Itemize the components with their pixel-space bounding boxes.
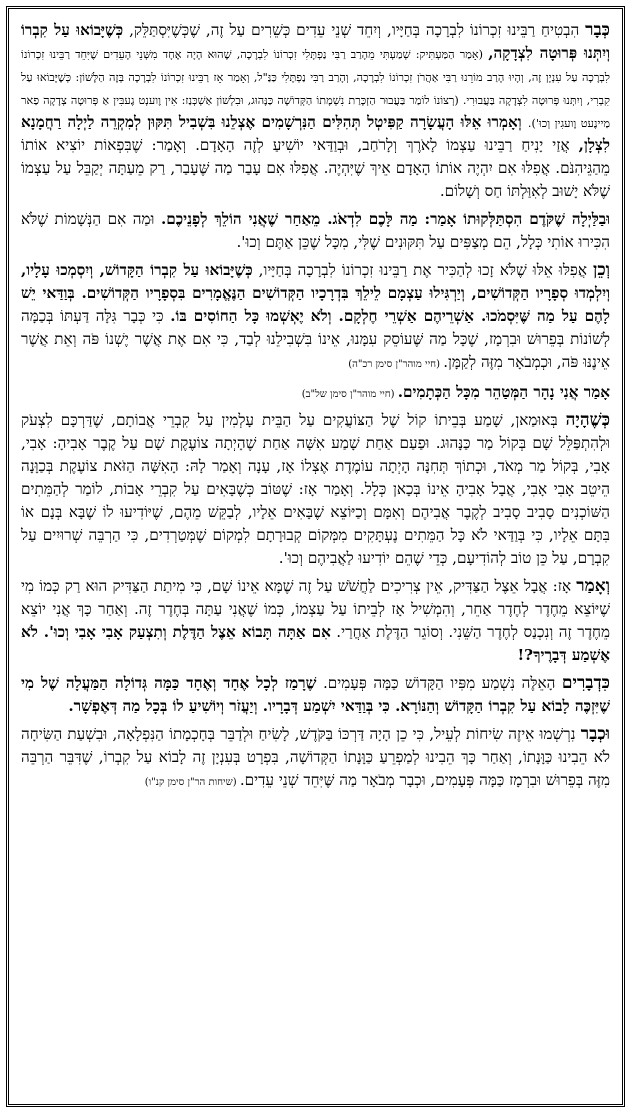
paragraph-text: הָאֵלֶּה נִשְׁמַע מִפִּיו הַקָּדוֹשׁ כַּמָּה פְּעָמִים. — [316, 674, 562, 692]
paragraph-opener: וְכֵן — [593, 260, 611, 280]
paragraph-those-who-did-not-know — [21, 259, 610, 376]
paragraph-last-night — [21, 208, 610, 254]
paragraph-opener: כְּשֶׁהָיָה — [565, 410, 610, 430]
document-page — [6, 6, 625, 1107]
paragraph-conversations — [21, 723, 610, 794]
source-reference: (חיי מוהר"ן סימן רכ"ה) — [348, 359, 444, 370]
source-reference: (חיי מוהר"ן סימן של"ב) — [301, 389, 398, 400]
paragraph-text: נִרְשְׁמוּ אֵיזֶה שִׂיחוֹת לְעֵיל, כִּי כֵן הָיָה דַּרְכּוֹ בַּקֹּדֶשׁ, לָשִׂיחַ וּלְדַבֵּר בְּחָכְמָתוֹ הַנִּפְלָאָה, וּבִשְׁעַת הַשִּׂיחָה לֹא הֵבִינוּ כַּוָּנָתוֹ, וְאַחַר כָּךְ הֵבִינוּ לְמַפְרֵעַ כַּוָּנָתוֹ הַקְּדוֹשָׁה, בִּפְרָט בְּעִנְיָן זֶה לָבוֹא עַל קִבְרוֹ, שֶׁדִּבֵּר הַרְבֵּה מִזֶּה בְּפֵרוּשׁ וּבִרְמָז כַּמָּה פְּעָמִים, וּכְבָר מְבֹאָר מַה שֶּׁיִּחֵד שְׁנֵי עֵדִים. — [21, 725, 610, 789]
heading-text: אָמַר אֲנִי נָהָר הַמְּטַהֵר מִכָּל הַכְּתָמִים. — [397, 383, 610, 401]
paragraph-opener: וּכְבָר — [580, 724, 610, 744]
paragraph-tzaddik — [21, 575, 610, 667]
paragraph-heard-many-times — [21, 672, 610, 718]
section-heading — [21, 381, 610, 406]
paragraph-text: אָז: אֲבָל אֵצֶל הַצַּדִּיק, אֵין צְרִיכִים לַחֲשֹׁשׁ עַל זֶה שֶׁמָּא אֵינוֹ שָׁם, כִּי מִיתַת הַצַּדִּיק הוּא רַק כְּמוֹ מִי שֶׁיּוֹצֵא מֵחֶדֶר לְחֶדֶר אַחֵר, וְהִמְשִׁיל אָז לְבֵיתוֹ עַל עַצְמוֹ, כְּמוֹ שֶׁאֲנִי עַתָּה בְּחֶדֶר זֶה. וְאַחַר כָּךְ אֲנִי יוֹצֵא מֵחֶדֶר זֶה וְנִכְנַס לְחֶדֶר הַשֵּׁנִי. וְסוֹגֵר הַדֶּלֶת אַחֲרַי. — [21, 577, 610, 641]
bold-text: כְּשֶׁיָּבוֹאוּ עַל קִבְרוֹ הַקָּדוֹשׁ, וְיִסְמְכוּ עָלָיו, וְיִלְמְדוּ סְפָרָיו הַקְּדוֹשִׁים, וְיַרְגִּילוּ עַצְמָם לֵילֵךְ בִּדְרָכָיו הַקְּדוֹשִׁים הַנֶּאֱמָרִים בִּסְפָרָיו הַקְּדוֹשִׁים. בְּוַדַּאי יֵשׁ לָהֶם עַל מַה שֶּׁיִּסְמֹכוּ. אַשְׁרֵיהֶם אַשְׁרֵי חֶלְקָם. וְלֹא יֶאְשְׁמוּ כָּל הַחוֹסִים בּוֹ. — [21, 261, 610, 325]
paragraph-text: הִבְטִיחַ רַבֵּינוּ זִכְרוֹנוֹ לִבְרָכָה בְּחַיָּיו, וְיִחֵד שְׁנֵי עֵדִים כְּשֵׁרִים עַל זֶה, שֶׁכְּשֶׁיִּסְתַּלֵּק, — [123, 21, 586, 39]
paragraph-opener: כְּבָר — [585, 20, 610, 40]
bold-text: שֶׁרָמַז לְכָל אֶחָד וְאֶחָד כַּמָּה גְּדוֹלָה הַמַּעֲלָה שֶׁל מִי שֶׁיִּזְכֶּה לָבוֹא עַל קִבְרוֹ הַקָּדוֹשׁ וְהַנּוֹרָא. כִּי בְּוַדַּאי יִשְׁמַע דְּבָרָיו. וְיַעֲזֹר וְיוֹשִׁיעַ לוֹ בְּכָל מַה דְּאֶפְשָׁר. — [21, 674, 610, 715]
paragraph-promise — [21, 19, 610, 203]
bold-text: כְּשֶׁיָּבוֹאוּ עַל קִבְרוֹ וְיִתְּנוּ פְּרוּטָה לִצְדָקָה, — [21, 21, 610, 62]
bold-text: אִם אַתָּה תָּבוֹא אֵצֶל הַדֶּלֶת וְתִצְעַק אָבִי אָבִי וְכוּ'. לֹא אֶשְׁמַע דְּבָרֶיךָ?! — [21, 623, 610, 664]
paragraph-text: בְּאוּמַאן, שָׁמַע בְּבֵיתוֹ קוֹל שֶׁל הַצּוֹעֲקִים עַל הַבֵּית עָלְמִין עַל קִבְרֵי אֲבוֹתָם, שֶׁדַּרְכָּם לִצְעֹק וּלְהִתְפַּלֵּל שָׁם בְּקוֹל מַר כַּנָּהוּג. וּפַעַם אַחַת שָׁמַע אִשָּׁה אַחַת שֶׁהָיְתָה צוֹעֶקֶת שָׁם עַל קֶבֶר אָבִיהָ: אָבִי, אָבִי, בְּקוֹל מַר מְאֹד, וּכְתוֹךְ תְּחִנָּה הָיְתָה עוֹמֶדֶת אֶצְלוֹ אָז, עָנָה וְאָמַר לָהּ: הָאִשָּׁה הַזֹּאת צוֹעֶקֶת בְּכַוָּנָה הֵיטֵב אָבִי אָבִי, אֲבָל אָבִיהָ אֵינוֹ בְּכָאן כְּלָל. וְאָמַר אָז: שֶׁטּוֹב כְּשֶׁבָּאִים עַל קִבְרֵי אָבוֹת, לוֹמַר לְהַמֵּתִים הַשּׁוֹכְנִים סָבִיב סָבִיב לְקֶבֶר אֲבִיהֶם וְאִמָּם וְכַיּוֹצֵא שֶׁבָּאִים אֵלָיו, לְבַקֵּשׁ מֵהֶם, שֶׁיּוֹדִיעוּ לוֹ שֶׁבָּא בְּנָם אוֹ בִּתָּם אֵלָיו, כִּי בְּוַדַּאי לֹא כָּל הַמֵּתִים נֶעְתָּקִים מִמְּקוֹם קְבוּרָתָם לִמְקוֹם שֶׁמְּטַרְדִים, כִּי הַרְבֵּה שְׁרוּיִים עַל קִבְרָם, עַל כֵּן טוֹב לְהוֹדִיעָם, כְּדֵי שֶׁהֵם יוֹדִיעוּ לַאֲבִיהֶם וְכוּ'. — [21, 411, 610, 567]
paragraph-opener: כִּדְבָרִים — [561, 673, 610, 693]
paragraph-uman — [21, 409, 610, 570]
paragraph-text: אֲזַי יָנִיחַ רַבֵּינוּ עַצְמוֹ לָאֹרֶךְ וְלָרֹחַב, וּבְוַדַּאי יוֹשִׁיעַ לְזֶה הָאָדָם. וְאָמַר: שֶׁבִּפְאוֹת יוֹצִיא אוֹתוֹ מֵהַגֵּיהִנֹּם. אֲפִלּוּ אִם יִהְיֶה אוֹתוֹ הָאָדָם אֵיךְ שֶׁיִּהְיֶה. אֲפִלּוּ אִם עָבַר מַה שֶּׁעָבַר, רַק מֵעַתָּה יְקַבֵּל עַל עַצְמוֹ שֶׁלֹּא יָשׁוּב לְאִוַּלְתּוֹ חַס וְשָׁלוֹם. — [21, 136, 610, 200]
source-reference: (שיחות הר"ן סימן קנ"ו) — [144, 777, 240, 788]
copyist-note: (אָמַר הַמַּעְתִּיק: שְׁמַעְתִּי מֵהָרַב רַבִּי נַפְתָּלִי זִכְרוֹנוֹ לִבְרָכָה, שֶׁהוּא הָיָה אֶחָד מִשְּׁנֵי הָעֵדִים שֶׁיִּחֵד רַבֵּינוּ זִכְרוֹנוֹ לִבְרָכָה עַל עִנְיָן זֶה, וְהָיוּ הָרַב מוֹרֵנוּ רַבִּי אַהֲרֹן זִכְרוֹנוֹ לִבְרָכָה, וְהָרַב רַבִּי נַפְתָּלִי כַּנַּ"ל, וְאָמַר אָז רַבֵּינוּ זִכְרוֹנוֹ לִבְרָכָה בְּזֶה הַלָּשׁוֹן: כְּשֶׁיָּבוֹאוּ עַל קִבְרִי, וְיִתְּנוּ פְּרוּטָה לִצְדָקָה בַּעֲבוּרִי. (רְצוֹנוֹ לוֹמַר בַּעֲבוּר הַזְכָּרַת נִשְׁמָתוֹ הַקְּדוֹשָׁה כַּנָּהוּג, וּבִלְשׁוֹן אַשְׁכְּנַז: אִין וֶוענְט גֶעבִּין אַ פְּרוּטָה צְדָקָה פַאר מַיינֶעט וֶועגִין וְכוּ'). — [21, 48, 611, 130]
paragraph-opener: וְאָמַר — [576, 576, 610, 596]
paragraph-text: אֲפִלּוּ אֵלּוּ שֶׁלֹּא זָכוּ לְהַכִּיר אֶת רַבֵּינוּ זִכְרוֹנוֹ לִבְרָכָה בְּחַיָּיו, — [252, 261, 594, 279]
bold-text: וְאָמְרוּ אֵלּוּ הָעֲשָׂרָה קַפִּיטְל תְּהִלִּים הַנִּרְשָׁמִים אֶצְלֵנוּ בִּשְׁבִיל תִּקּוּן לְמִקְרֵה לַיְלָה רַחֲמָנָא לִצְלָן, — [21, 113, 610, 154]
bold-text: וּבַלַּיְלָה שֶׁקֹּדֶם הִסְתַּלְּקוּתוֹ אָמַר: מַה לָּכֶם לִדְאֹג. מֵאַחַר שֶׁאֲנִי הוֹלֵךְ לְפָנֵיכֶם. — [160, 210, 611, 228]
paragraph-text: וּמַה אִם הַנְּשָׁמוֹת שֶׁלֹּא הִכִּירוּ אוֹתִי כְּלָל, הֵם מְצַפִּים עַל תִּקּוּנִים שֶׁלִּי, מִכָּל שֶׁכֵּן אַתֶּם וְכוּ'. — [21, 210, 610, 251]
paragraph-text: כִּי כְּבָר גִּלָּה דַּעְתּוֹ בְּכַמָּה לְשׁוֹנוֹת בְּפֵרוּשׁ וּבִרְמָז, שֶׁכָּל מַה שֶּׁעוֹסֵק עִמָּנוּ, אֵינוֹ בִּשְׁבִילֵנוּ לְבַד, כִּי אִם אֶת אֲשֶׁר יֶשְׁנוֹ פֹּה וְאֵת אֲשֶׁר אֵינֶנּוּ פֹּה, וּכְמְבֹאָר מִזֶּה לְקַמָּן. — [21, 307, 610, 371]
